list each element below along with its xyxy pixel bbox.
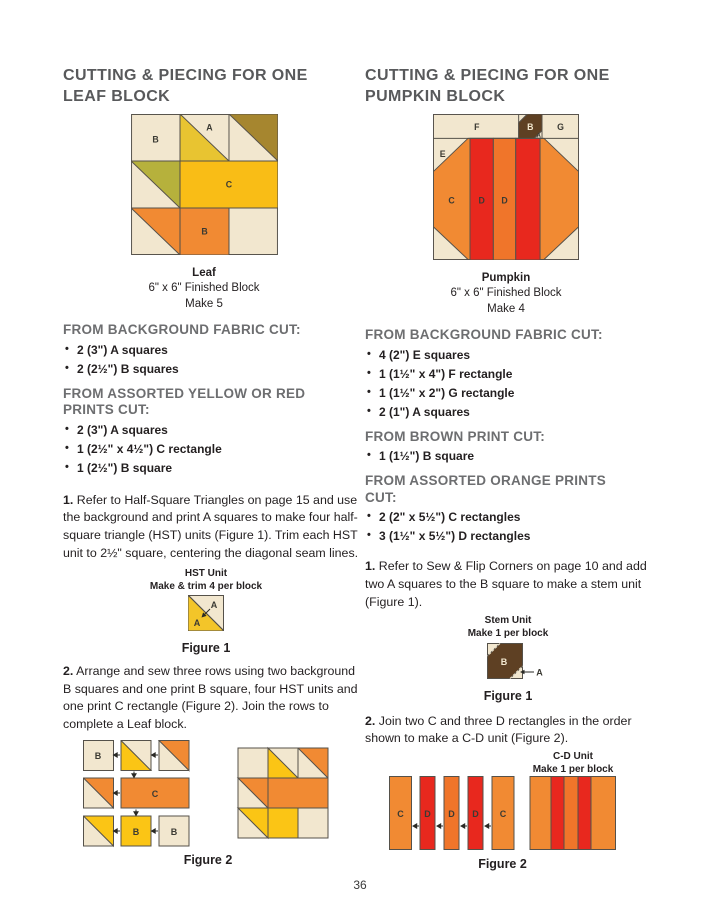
step-number: 2.	[63, 663, 74, 678]
stem-label-b: B	[500, 656, 508, 667]
cd-figure-caption: Figure 2	[478, 857, 527, 872]
cut-item: • 1 (2½") B square	[63, 461, 361, 476]
cd-unit-labels	[530, 750, 616, 776]
step-text: Arrange and sew three rows using two background B squares and one print B square, four HST units and one print C rectangle (Figure 2). Join the rows to complete a Leaf block.	[63, 663, 358, 732]
hst-label-a-bottom: A	[193, 617, 201, 628]
pumpkin-column	[365, 66, 663, 871]
cut-item: • 1 (1½" x 2") G rectangle	[365, 386, 663, 401]
cd-unit-label: C-D Unit	[553, 751, 593, 763]
stem-unit-figure	[418, 614, 598, 702]
leaf-column-title: CUTTING & PIECING FOR ONE LEAF BLOCK	[63, 67, 308, 105]
pumpkin-block-size: 6" x 6" Finished Block	[450, 287, 562, 300]
fig2-label-c: C	[151, 788, 159, 799]
cd-unit-diagram	[389, 776, 616, 852]
step-text: Join two C and three D rectangles in the order shown to make a C-D unit (Figure 2).	[365, 713, 632, 746]
cd-strip-label: D	[472, 809, 479, 820]
hst-figure-caption: Figure 1	[181, 640, 231, 655]
pumpkin-block-caption	[431, 271, 581, 319]
pumpkin-step-1	[365, 558, 663, 611]
hst-unit-figure	[116, 567, 296, 655]
fig2-label-b1: B	[94, 750, 102, 761]
cut-item: • 2 (3") A squares	[63, 423, 361, 438]
pumpkin-label-c: C	[448, 195, 455, 206]
cd-strip-label: C	[499, 809, 507, 820]
step-number: 1.	[365, 559, 376, 574]
cut-item: • 2 (2" x 5½") C rectangles	[365, 510, 663, 525]
fig2-label-b3: B	[170, 826, 178, 837]
leaf-figure2-caption: Figure 2	[183, 852, 233, 867]
pumpkin-label-g: G	[557, 121, 564, 132]
hst-unit-sublabel: Make & trim 4 per block	[149, 580, 263, 592]
leaf-block-size: 6" x 6" Finished Block	[148, 282, 260, 295]
stem-unit-sublabel: Make 1 per block	[467, 628, 549, 640]
leaf-background-cut-list	[63, 343, 361, 377]
stem-label-a: A	[536, 667, 543, 678]
pumpkin-block-make: Make 4	[487, 303, 525, 316]
pumpkin-cut-heading-orange: FROM ASSORTED ORANGE PRINTS CUT:	[365, 473, 607, 505]
leaf-label-b2: B	[200, 226, 208, 237]
leaf-assembly-diagram	[83, 740, 333, 848]
cut-item: • 4 (2") E squares	[365, 348, 663, 363]
stem-unit-diagram	[487, 643, 545, 679]
leaf-block-name: Leaf	[192, 266, 216, 279]
cut-item: • 2 (2½") B squares	[63, 362, 361, 377]
leaf-cut-heading-background: FROM BACKGROUND FABRIC CUT:	[63, 322, 301, 338]
fig2-label-b2: B	[132, 826, 140, 837]
leaf-figure-2	[83, 740, 333, 867]
stem-unit-label: Stem Unit	[484, 615, 532, 627]
hst-unit-diagram	[188, 595, 224, 631]
pumpkin-block-diagram	[433, 114, 579, 260]
leaf-step-2	[63, 663, 361, 734]
leaf-block-diagram	[131, 114, 278, 255]
pumpkin-brown-cut-list	[365, 449, 663, 464]
leaf-label-c: C	[225, 179, 232, 190]
pumpkin-d-stripe-red2	[516, 138, 540, 260]
assembled-cd-unit	[530, 777, 616, 850]
pumpkin-step-2	[365, 713, 663, 748]
cut-item: • 1 (1½") B square	[365, 449, 663, 464]
leaf-column	[63, 66, 361, 867]
step-text: Refer to Sew & Flip Corners on page 10 and add two A squares to the B square to make a stem unit (Figure 1).	[365, 559, 647, 609]
pumpkin-label-d2: D	[501, 195, 508, 206]
cut-item: • 3 (1½" x 5½") D rectangles	[365, 529, 663, 544]
pumpkin-block-name: Pumpkin	[481, 271, 531, 284]
cd-unit-sublabel: Make 1 per block	[532, 764, 614, 776]
leaf-cut-heading-prints: FROM ASSORTED YELLOW OR RED PRINTS CUT:	[63, 385, 306, 418]
cut-item: • 1 (2½" x 4½") C rectangle	[63, 442, 361, 457]
pumpkin-column-title: CUTTING & PIECING FOR ONE PUMPKIN BLOCK	[365, 67, 610, 105]
cd-unit-figure	[389, 750, 616, 871]
cut-item: • 1 (1½" x 4") F rectangle	[365, 367, 663, 382]
cut-item: • 2 (1") A squares	[365, 405, 663, 420]
pumpkin-background-cut-list	[365, 348, 663, 420]
pumpkin-cut-heading-brown: FROM BROWN PRINT CUT:	[365, 428, 545, 444]
cd-strip-label: D	[424, 809, 431, 820]
cd-strip-label: D	[448, 809, 455, 820]
hst-label-a-top: A	[210, 599, 218, 610]
pumpkin-label-a: A	[536, 131, 541, 139]
pumpkin-cut-heading-background: FROM BACKGROUND FABRIC CUT:	[365, 327, 603, 343]
page-number: 36	[353, 878, 367, 892]
pumpkin-label-b: B	[527, 121, 534, 132]
step-number: 2.	[365, 713, 376, 728]
step-number: 1.	[63, 492, 74, 507]
pumpkin-orange-cut-list	[365, 510, 663, 544]
leaf-prints-cut-list	[63, 423, 361, 476]
cut-item: • 2 (3") A squares	[63, 343, 361, 358]
pumpkin-label-d1: D	[478, 195, 485, 206]
leaf-block-figure	[129, 114, 279, 314]
step-text: Refer to Half-Square Triangles on page 15 and use the background and print A squares to make four half-square triangle (HST) units (Figure 1). Trim each HST unit to 2½" square, centering the diagonal seam lines.	[63, 492, 359, 560]
pumpkin-block-figure	[431, 114, 581, 319]
assembled-leaf-block	[238, 748, 328, 838]
leaf-block-caption	[129, 266, 279, 314]
pumpkin-label-e: E	[439, 148, 446, 159]
stem-figure-caption: Figure 1	[483, 688, 533, 703]
hst-unit-label: HST Unit	[184, 567, 228, 579]
leaf-step-1	[63, 492, 361, 563]
pumpkin-label-f: F	[474, 121, 480, 132]
cd-strip-label: C	[397, 809, 404, 820]
leaf-block-make: Make 5	[185, 298, 223, 311]
leaf-label-b1: B	[151, 133, 159, 144]
leaf-label-a: A	[205, 122, 213, 133]
